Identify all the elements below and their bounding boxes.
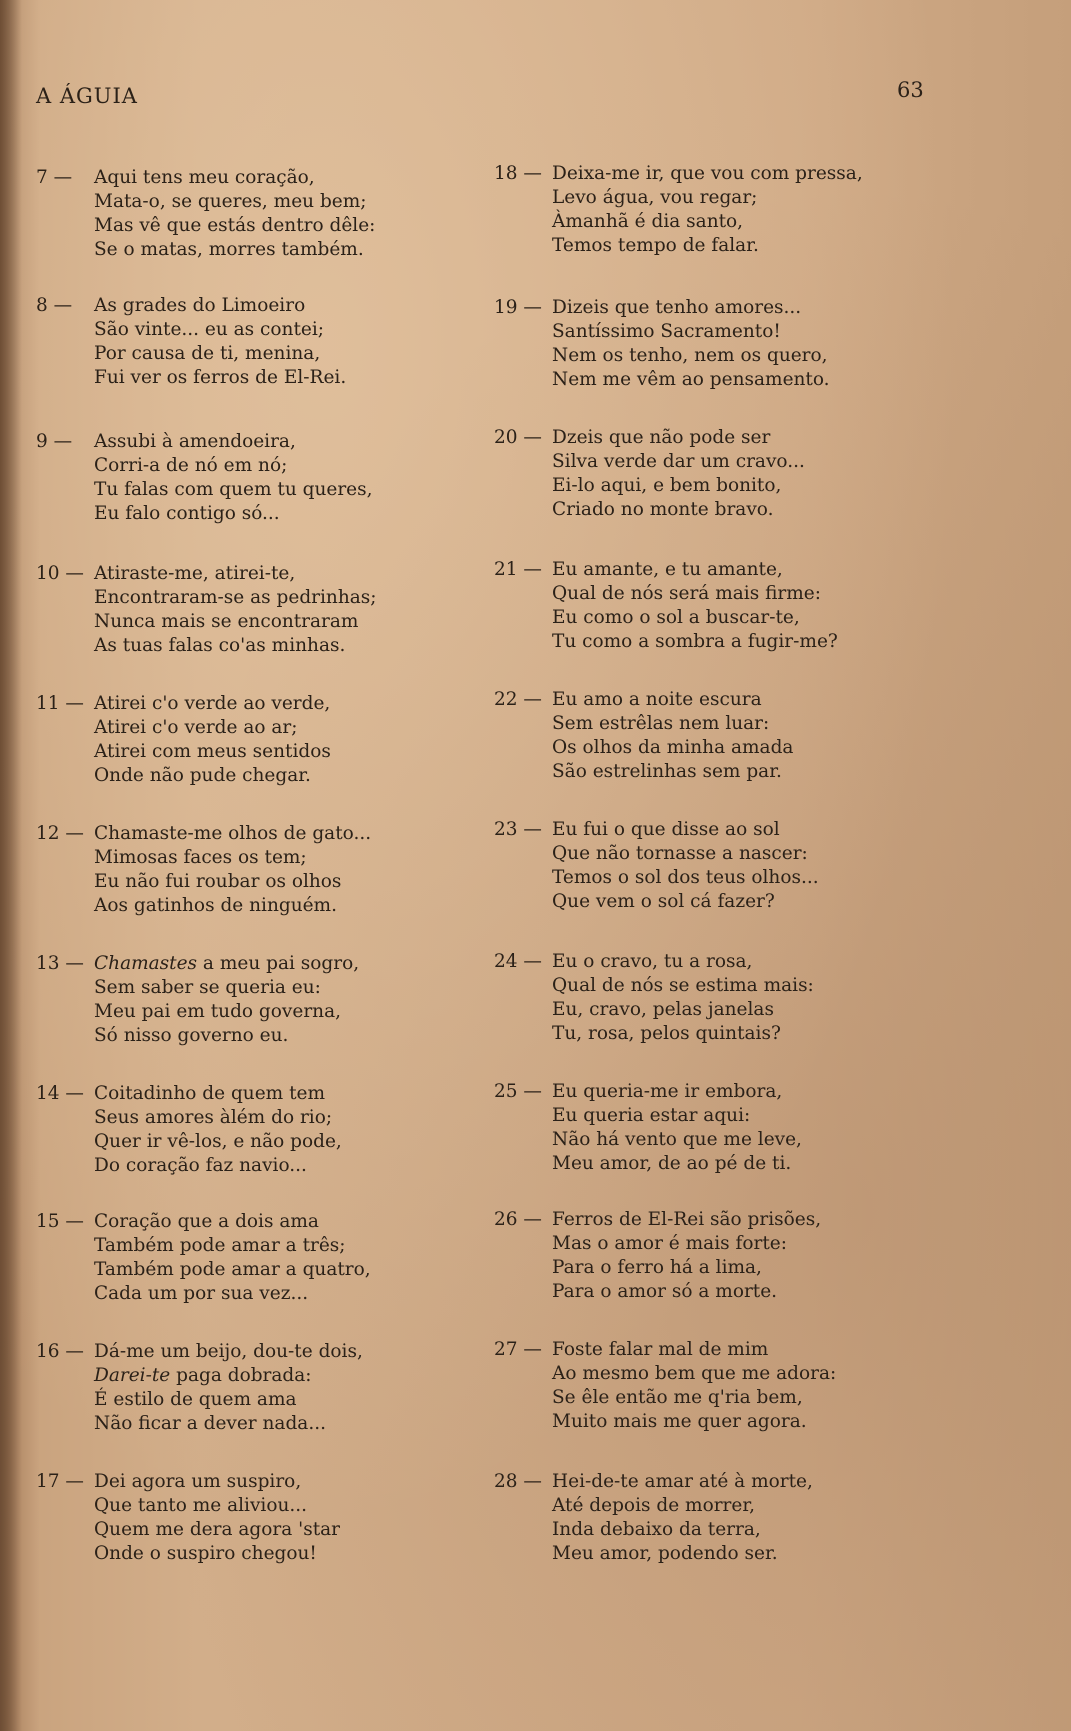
- verse-line: Criado no monte bravo.: [552, 499, 774, 520]
- verse-line: Tu como a sombra a fugir-me?: [552, 631, 838, 652]
- verse-line: Assubi à amendoeira,: [94, 431, 296, 452]
- verse-line: Deixa-me ir, que vou com pressa,: [552, 163, 863, 184]
- verse-line: As grades do Limoeiro: [94, 295, 306, 316]
- quatrain-14: [36, 1082, 476, 1178]
- verse-line: Que não tornasse a nascer:: [552, 843, 808, 864]
- verse-line: Santíssimo Sacramento!: [552, 321, 781, 342]
- quatrain-number: 20 —: [494, 427, 542, 448]
- verse-line: Dizeis que tenho amores...: [552, 297, 802, 318]
- verse-line: Hei-de-te amar até à morte,: [552, 1471, 813, 1492]
- quatrain-20: [494, 426, 934, 522]
- quatrain-number: 26 —: [494, 1209, 542, 1230]
- verse-line: Ferros de El-Rei são prisões,: [552, 1209, 822, 1230]
- quatrain-number: 12 —: [36, 823, 84, 844]
- verse-line: As tuas falas co'as minhas.: [94, 635, 346, 656]
- quatrain-9: [36, 430, 476, 526]
- verse-line: Eu não fui roubar os olhos: [94, 871, 342, 892]
- quatrain-number: 13 —: [36, 953, 84, 974]
- quatrain-27: [494, 1338, 934, 1434]
- verse-line: Que vem o sol cá fazer?: [552, 891, 775, 912]
- verse-line: Eu fui o que disse ao sol: [552, 819, 780, 840]
- verse-line: Mimosas faces os tem;: [94, 847, 307, 868]
- verse-line: Muito mais me quer agora.: [552, 1411, 807, 1432]
- quatrain-number: 15 —: [36, 1211, 84, 1232]
- verse-line: Temos o sol dos teus olhos...: [552, 867, 819, 888]
- verse-line: Eu, cravo, pelas janelas: [552, 999, 774, 1020]
- verse-line: São estrelinhas sem par.: [552, 761, 782, 782]
- running-title: A ÁGUIA: [36, 84, 138, 108]
- verse-line: Não ficar a dever nada...: [94, 1413, 326, 1434]
- verse-line: Meu pai em tudo governa,: [94, 1001, 341, 1022]
- verse-line: Tu falas com quem tu queres,: [94, 479, 373, 500]
- verse-line: Corri-a de nó em nó;: [94, 455, 288, 476]
- verse-line: Atirei com meus sentidos: [94, 741, 331, 762]
- verse-line: Ei-lo aqui, e bem bonito,: [552, 475, 782, 496]
- verse-line: Do coração faz navio...: [94, 1155, 307, 1176]
- quatrain-26: [494, 1208, 934, 1304]
- verse-line: Silva verde dar um cravo...: [552, 451, 805, 472]
- verse-line: Dá-me um beijo, dou-te dois,: [94, 1341, 363, 1362]
- verse-line: Não há vento que me leve,: [552, 1129, 802, 1150]
- quatrain-11: [36, 692, 476, 788]
- verse-line: Os olhos da minha amada: [552, 737, 794, 758]
- verse-line: Coitadinho de quem tem: [94, 1083, 326, 1104]
- page-number: 63: [897, 78, 924, 102]
- verse-line: Levo água, vou regar;: [552, 187, 758, 208]
- quatrain-13: [36, 952, 476, 1048]
- quatrain-number: 11 —: [36, 693, 84, 714]
- quatrain-number: 10 —: [36, 563, 84, 584]
- quatrain-12: [36, 822, 476, 918]
- quatrain-number: 18 —: [494, 163, 542, 184]
- quatrain-7: [36, 166, 476, 262]
- quatrain-25: [494, 1080, 934, 1176]
- quatrain-28: [494, 1470, 934, 1566]
- verse-line: Mata-o, se queres, meu bem;: [94, 191, 367, 212]
- verse-line: Cada um por sua vez...: [94, 1283, 309, 1304]
- verse-italic-word: Chamastes: [94, 953, 198, 974]
- verse-line: Eu queria estar aqui:: [552, 1105, 751, 1126]
- verse-italic-word: Darei-te: [94, 1365, 171, 1386]
- verse-line: Fui ver os ferros de El-Rei.: [94, 367, 347, 388]
- quatrain-21: [494, 558, 934, 654]
- verse-line: Coração que a dois ama: [94, 1211, 319, 1232]
- quatrain-16: [36, 1340, 476, 1436]
- verse-line: Onde não pude chegar.: [94, 765, 311, 786]
- verse-line: Se êle então me q'ria bem,: [552, 1387, 803, 1408]
- quatrain-number: 19 —: [494, 297, 542, 318]
- quatrain-number: 23 —: [494, 819, 542, 840]
- verse-line: Quem me dera agora 'star: [94, 1519, 341, 1540]
- verse-line: Seus amores àlém do rio;: [94, 1107, 333, 1128]
- quatrain-10: [36, 562, 476, 658]
- quatrain-number: 14 —: [36, 1083, 84, 1104]
- quatrain-23: [494, 818, 934, 914]
- quatrain-number: 9 —: [36, 431, 73, 452]
- verse-line: Atirei c'o verde ao verde,: [94, 693, 331, 714]
- quatrain-number: 24 —: [494, 951, 542, 972]
- verse-line: Quer ir vê-los, e não pode,: [94, 1131, 342, 1152]
- verse-line: Dzeis que não pode ser: [552, 427, 771, 448]
- verse-line: paga dobrada:: [170, 1365, 312, 1386]
- verse-line: Ao mesmo bem que me adora:: [552, 1363, 837, 1384]
- verse-line: Que tanto me aliviou...: [94, 1495, 308, 1516]
- quatrain-number: 22 —: [494, 689, 542, 710]
- book-spine-shadow: [0, 0, 22, 1731]
- verse-line: Tu, rosa, pelos quintais?: [552, 1023, 781, 1044]
- verse-line: Atiraste-me, atirei-te,: [94, 563, 296, 584]
- quatrain-15: [36, 1210, 476, 1306]
- verse-line: Onde o suspiro chegou!: [94, 1543, 317, 1564]
- verse-line: Eu queria-me ir embora,: [552, 1081, 783, 1102]
- quatrain-8: [36, 294, 476, 390]
- verse-line: Atirei c'o verde ao ar;: [94, 717, 298, 738]
- verse-line: Também pode amar a quatro,: [94, 1259, 371, 1280]
- verse-line: Qual de nós será mais firme:: [552, 583, 821, 604]
- verse-line: Meu amor, podendo ser.: [552, 1543, 778, 1564]
- quatrain-number: 16 —: [36, 1341, 84, 1362]
- verse-line: Nem me vêm ao pensamento.: [552, 369, 830, 390]
- verse-line: Sem estrêlas nem luar:: [552, 713, 770, 734]
- verse-line: Foste falar mal de mim: [552, 1339, 769, 1360]
- quatrain-number: 28 —: [494, 1471, 542, 1492]
- verse-line: Também pode amar a três;: [94, 1235, 346, 1256]
- quatrain-number: 17 —: [36, 1471, 84, 1492]
- verse-line: Até depois de morrer,: [552, 1495, 756, 1516]
- quatrain-19: [494, 296, 934, 392]
- quatrain-24: [494, 950, 934, 1046]
- verse-line: São vinte... eu as contei;: [94, 319, 325, 340]
- verse-line: Chamaste-me olhos de gato...: [94, 823, 372, 844]
- verse-line: Eu como o sol a buscar-te,: [552, 607, 800, 628]
- verse-line: Àmanhã é dia santo,: [552, 211, 744, 232]
- verse-line: Por causa de ti, menina,: [94, 343, 321, 364]
- verse-line: Inda debaixo da terra,: [552, 1519, 761, 1540]
- verse-line: Aos gatinhos de ninguém.: [94, 895, 337, 916]
- quatrain-number: 21 —: [494, 559, 542, 580]
- verse-line: Sem saber se queria eu:: [94, 977, 321, 998]
- quatrain-17: [36, 1470, 476, 1566]
- verse-line: Eu amo a noite escura: [552, 689, 762, 710]
- verse-line: Para o amor só a morte.: [552, 1281, 778, 1302]
- verse-line: Temos tempo de falar.: [552, 235, 759, 256]
- verse-line: Encontraram-se as pedrinhas;: [94, 587, 377, 608]
- verse-line: Aqui tens meu coração,: [94, 167, 315, 188]
- verse-line: Se o matas, morres também.: [94, 239, 364, 260]
- verse-line: Dei agora um suspiro,: [94, 1471, 302, 1492]
- verse-line: Nem os tenho, nem os quero,: [552, 345, 828, 366]
- verse-line: Mas vê que estás dentro dêle:: [94, 215, 376, 236]
- verse-line: Eu amante, e tu amante,: [552, 559, 783, 580]
- verse-line: Nunca mais se encontraram: [94, 611, 359, 632]
- quatrain-22: [494, 688, 934, 784]
- verse-line: a meu pai sogro,: [197, 953, 360, 974]
- verse-line: Só nisso governo eu.: [94, 1025, 289, 1046]
- verse-line: É estilo de quem ama: [94, 1389, 297, 1410]
- verse-line: Eu falo contigo só...: [94, 503, 280, 524]
- verse-line: Meu amor, de ao pé de ti.: [552, 1153, 792, 1174]
- verse-line: Qual de nós se estima mais:: [552, 975, 814, 996]
- verse-line: Eu o cravo, tu a rosa,: [552, 951, 753, 972]
- verse-line: Para o ferro há a lima,: [552, 1257, 762, 1278]
- quatrain-number: 27 —: [494, 1339, 542, 1360]
- quatrain-number: 25 —: [494, 1081, 542, 1102]
- quatrain-18: [494, 162, 934, 258]
- quatrain-number: 8 —: [36, 295, 73, 316]
- verse-line: Mas o amor é mais forte:: [552, 1233, 787, 1254]
- quatrain-number: 7 —: [36, 167, 73, 188]
